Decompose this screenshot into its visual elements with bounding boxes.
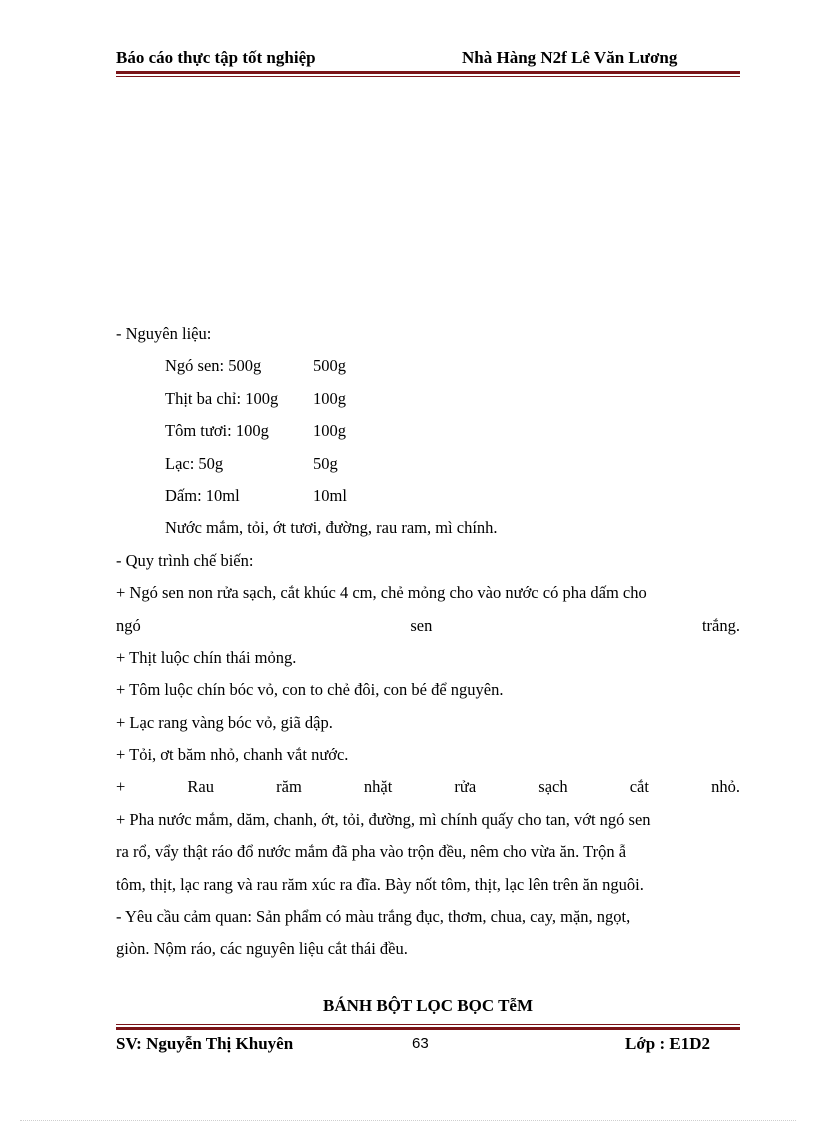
process-step-2: + Thịt luộc chín thái mỏng. — [116, 647, 297, 667]
word: Rau — [187, 777, 215, 797]
process-step-1-line-2 — [116, 610, 740, 642]
page-footer — [116, 1034, 740, 1056]
process-step-7-line-1: + Pha nước mắm, dăm, chanh, ớt, tỏi, đường, mì chính quấy cho tan, vớt ngó sen — [116, 809, 651, 829]
word: trắng. — [701, 615, 740, 635]
ingredient-amount: 100g — [313, 388, 346, 408]
header-rule-thick — [116, 71, 740, 74]
process-step-5: + Tỏi, ơt băm nhỏ, chanh vắt nước. — [116, 745, 349, 765]
sensory-requirements-line-2: giòn. Nộm ráo, các nguyên liệu cắt thái đều. — [116, 939, 408, 959]
ingredient-row — [116, 448, 740, 480]
word: sạch — [538, 777, 568, 797]
header-report-title: Báo cáo thực tập tốt nghiệp — [116, 48, 316, 67]
word: sen — [410, 615, 433, 635]
page-header — [116, 48, 740, 70]
ingredient-name: Thịt ba chỉ: 100g — [165, 388, 279, 408]
footer-rule-thick — [116, 1027, 740, 1030]
word: răm — [276, 777, 302, 797]
word: + — [116, 777, 126, 797]
ingredient-amount: 100g — [313, 421, 346, 441]
document-body — [116, 318, 740, 966]
page-bottom-border — [20, 1120, 796, 1121]
ingredients-heading: - Nguyên liệu: — [116, 324, 212, 343]
word: nhỏ. — [711, 777, 740, 797]
header-restaurant-name: Nhà Hàng N2f Lê Văn Lương — [462, 48, 678, 67]
word: cắt — [629, 777, 649, 797]
ingredient-amount: 10ml — [313, 485, 347, 505]
footer-class: Lớp : E1D2 — [625, 1034, 710, 1053]
process-step-7-line-2: ra rổ, vẩy thật ráo đổ nước mắm đã pha vào trộn đều, nêm cho vừa ăn. Trộn ẫ — [116, 842, 627, 862]
ingredient-name: Ngó sen: 500g — [165, 356, 262, 376]
section-title: BÁNH BỘT LỌC BỌC TễM — [322, 996, 533, 1015]
footer-rule-thin — [116, 1024, 740, 1025]
ingredient-row — [116, 383, 740, 415]
word: nhặt — [363, 777, 393, 797]
ingredient-name: Tôm tươi: 100g — [165, 421, 269, 441]
process-step-1-line-1: + Ngó sen non rửa sạch, cắt khúc 4 cm, chẻ mỏng cho vào nước có pha dấm cho — [116, 583, 647, 603]
process-step-6 — [116, 771, 740, 803]
ingredient-amount: 50g — [313, 453, 338, 473]
footer-page-number: 63 — [412, 1035, 429, 1052]
ingredient-row — [116, 480, 740, 512]
ingredient-name: Lạc: 50g — [165, 453, 224, 473]
ingredient-row — [116, 350, 740, 382]
footer-student-name: SV: Nguyễn Thị Khuyên — [116, 1034, 294, 1053]
ingredients-extra: Nước mắm, tỏi, ớt tươi, đường, rau ram, mì chính. — [165, 518, 498, 538]
word: rửa — [454, 777, 477, 797]
process-step-7-line-3: tôm, thịt, lạc rang và rau răm xúc ra đĩa. Bày nốt tôm, thịt, lạc lên trên ăn nguôi. — [116, 874, 644, 894]
ingredient-row — [116, 415, 740, 447]
process-heading: - Quy trình chế biến: — [116, 550, 254, 570]
sensory-requirements-line-1: - Yêu cầu cảm quan: Sản phẩm có màu trắng đục, thơm, chua, cay, mặn, ngọt, — [116, 907, 631, 927]
process-step-3: + Tôm luộc chín bóc vỏ, con to chẻ đôi, con bé để nguyên. — [116, 680, 504, 700]
word: ngó — [116, 615, 141, 635]
ingredient-amount: 500g — [313, 356, 346, 376]
ingredient-name: Dấm: 10ml — [165, 485, 240, 505]
header-rule-thin — [116, 76, 740, 77]
process-step-4: + Lạc rang vàng bóc vỏ, giã dập. — [116, 712, 333, 732]
